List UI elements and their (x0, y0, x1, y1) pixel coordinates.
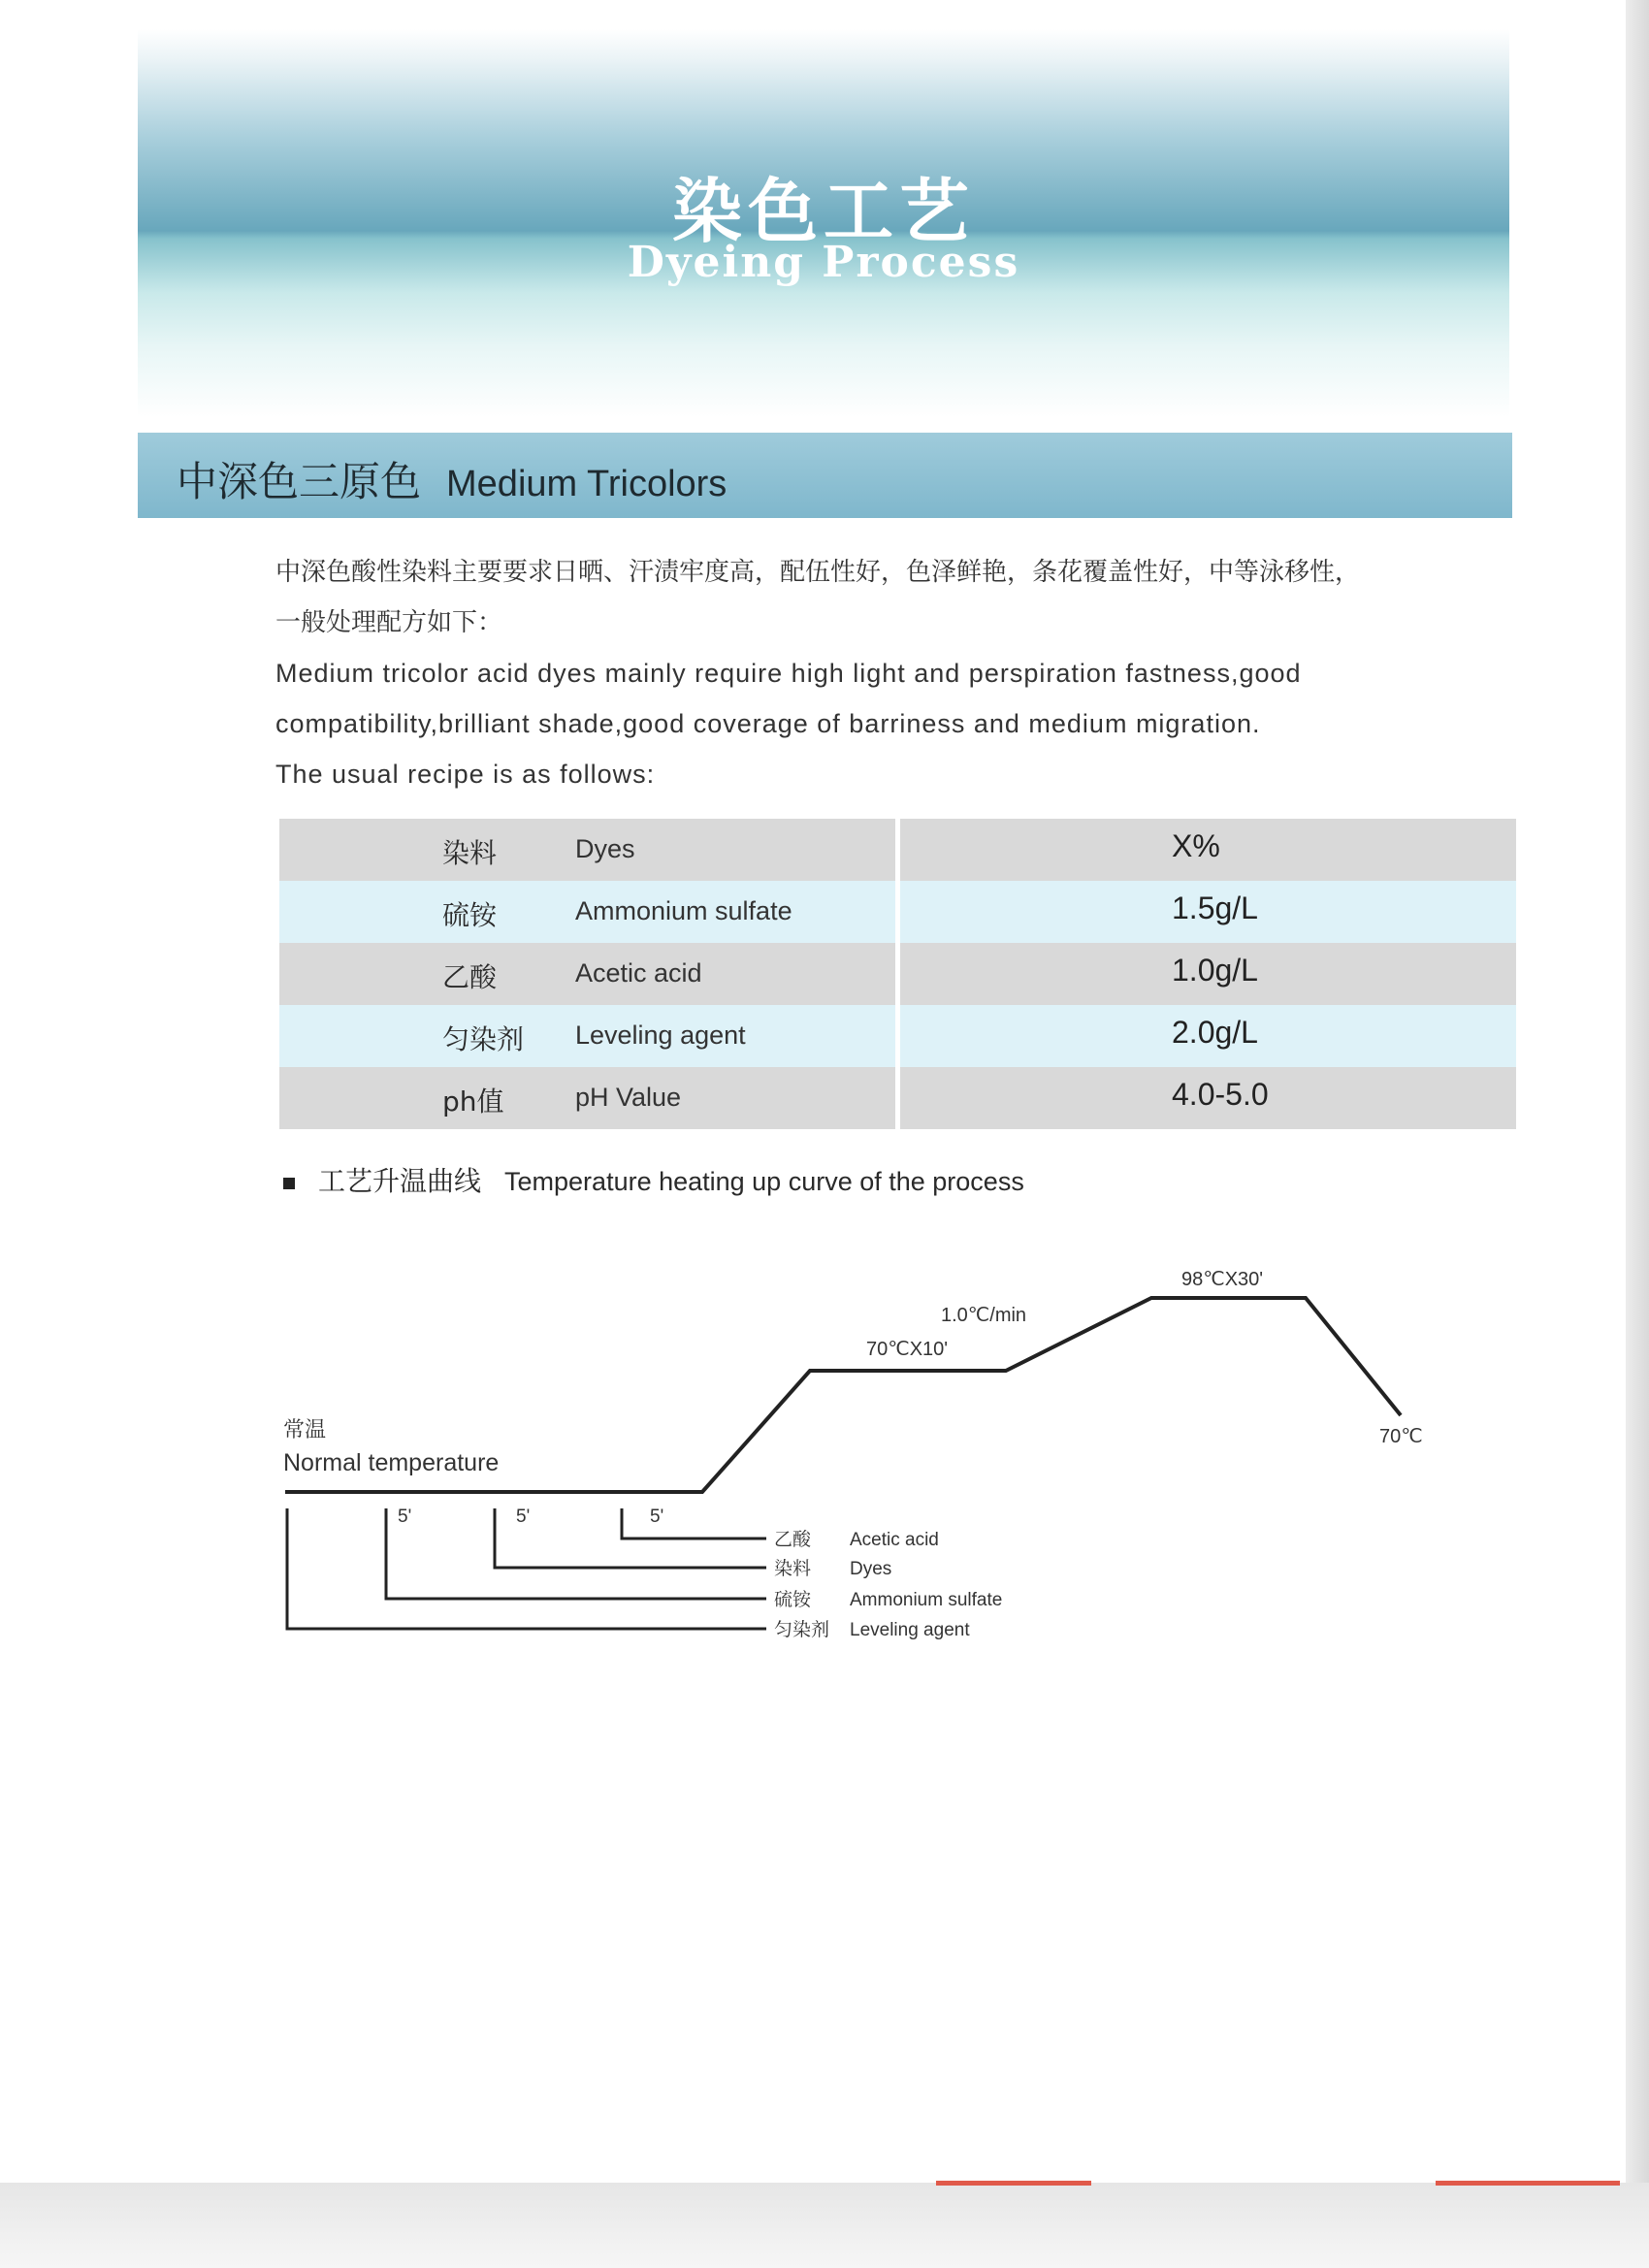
ingredient-cn: 匀染剂 (442, 1023, 525, 1055)
intro-en-line: Medium tricolor acid dyes mainly require high light and perspiration fastness,good (275, 659, 1302, 688)
rate-label: 1.0℃/min (941, 1305, 1027, 1326)
interval-label: 5' (650, 1507, 664, 1527)
ingredient-value: X% (1172, 828, 1220, 863)
ingredient-en: Ammonium sulfate (575, 896, 792, 925)
curve-heading-en: Temperature heating up curve of the process (504, 1167, 1024, 1196)
interval-label: 5' (398, 1507, 412, 1527)
addition-cn: 乙酸 (774, 1530, 812, 1550)
addition-en: Dyes (850, 1559, 892, 1579)
ingredient-value: 1.5g/L (1172, 891, 1258, 925)
ingredient-value: 4.0-5.0 (1172, 1077, 1269, 1112)
intro-cn-line: 中深色酸性染料主要要求日晒、汗渍牢度高，配伍性好，色泽鲜艳，条花覆盖性好，中等泳移性， (275, 558, 1361, 587)
ingredient-en: Acetic acid (575, 958, 702, 988)
start-label-en: Normal temperature (283, 1449, 500, 1476)
ingredient-value: 1.0g/L (1172, 953, 1258, 988)
ingredient-cn: 硫铵 (442, 899, 498, 931)
ingredient-cn: 乙酸 (442, 961, 498, 993)
section-title-cn: 中深色三原色 (177, 459, 422, 504)
addition-en: Ammonium sulfate (850, 1590, 1003, 1610)
addition-cn: 硫铵 (774, 1590, 812, 1610)
intro-cn-line: 一般处理配方如下： (275, 608, 503, 637)
start-label-cn: 常温 (283, 1417, 327, 1442)
ingredient-value: 2.0g/L (1172, 1015, 1258, 1050)
bracket-acetic-acid (622, 1508, 766, 1539)
end-label: 70℃ (1379, 1426, 1423, 1447)
ingredient-en: Leveling agent (575, 1021, 746, 1050)
section-title-en: Medium Tricolors (446, 464, 728, 504)
intro-en-line: compatibility,brilliant shade,good coverage of barriness and medium migration. (275, 709, 1261, 738)
ingredient-en: pH Value (575, 1083, 682, 1112)
banner-title-cn: 染色工艺 (671, 171, 975, 252)
bracket-ammonium-sulfate (386, 1508, 766, 1599)
ingredient-cn: ph值 (442, 1085, 504, 1118)
interval-label: 5' (516, 1507, 531, 1527)
addition-en: Acetic acid (850, 1530, 939, 1550)
addition-cn: 染料 (774, 1559, 812, 1579)
intro-en-line: The usual recipe is as follows: (275, 760, 656, 789)
addition-en: Leveling agent (850, 1620, 970, 1640)
hold1-label: 70℃X10' (866, 1339, 949, 1360)
curve-heading-cn: 工艺升温曲线 (318, 1165, 482, 1197)
addition-cn: 匀染剂 (774, 1620, 830, 1640)
hold2-label: 98℃X30' (1181, 1269, 1264, 1290)
ingredient-en: Dyes (575, 834, 635, 863)
banner-title-en: Dyeing Process (627, 238, 1020, 287)
ingredient-cn: 染料 (442, 837, 498, 869)
